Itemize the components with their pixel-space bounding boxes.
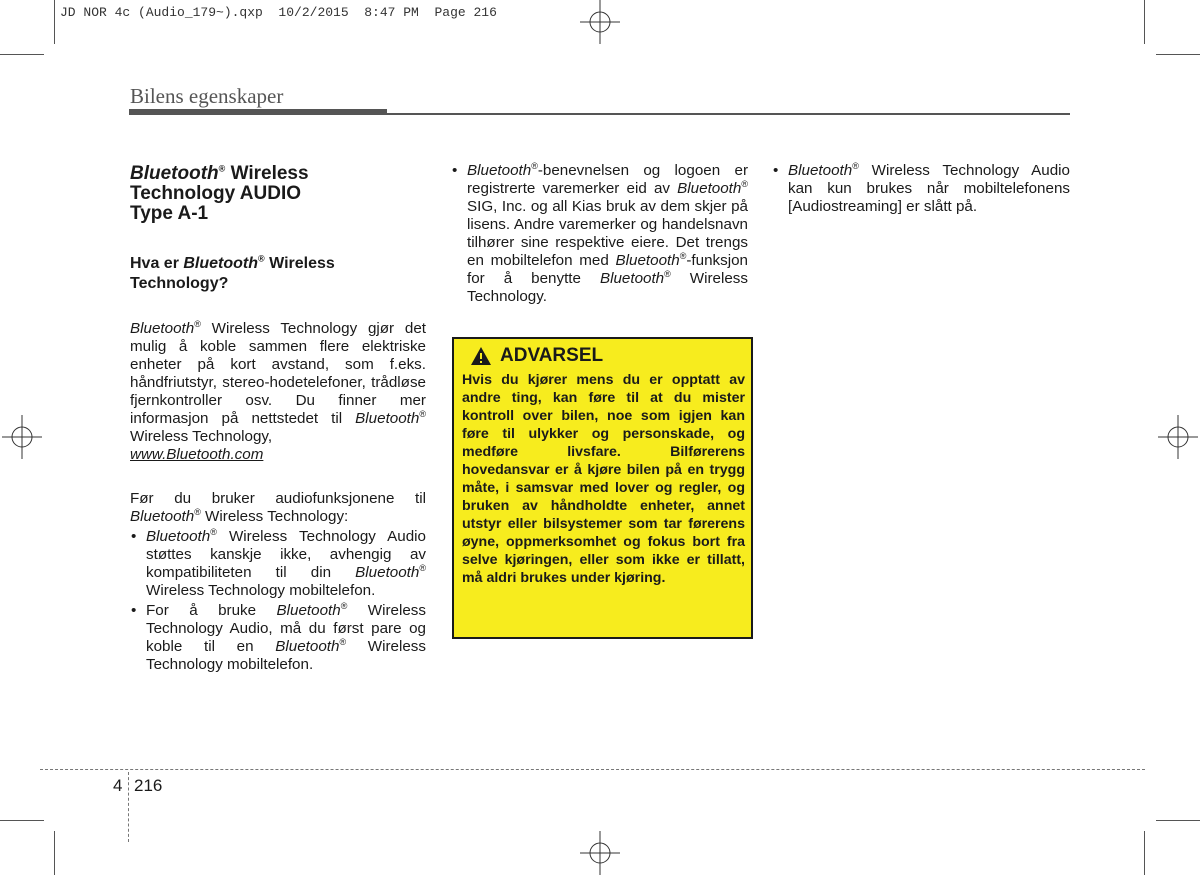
registration-mark-icon xyxy=(1156,415,1200,459)
crop-mark xyxy=(0,820,44,821)
requirements-list xyxy=(130,528,426,674)
crop-mark xyxy=(0,54,44,55)
page-number-divider xyxy=(128,772,129,842)
print-slug: JD NOR 4c (Audio_179~).qxp 10/2/2015 8:47 PM Page 216 xyxy=(60,5,497,20)
streaming-list xyxy=(772,162,1070,216)
warning-box xyxy=(452,337,753,639)
column-right xyxy=(772,162,1070,218)
before-use-paragraph: Før du bruker audiofunksjonene til Bluetooth® Wireless Technology: xyxy=(130,490,426,525)
crop-mark xyxy=(54,0,55,44)
trademark-list xyxy=(451,162,748,306)
crop-mark xyxy=(1144,0,1145,44)
chapter-number: 4 xyxy=(113,776,123,795)
warning-header xyxy=(462,345,745,367)
registration-mark-icon xyxy=(0,415,44,459)
header-rule-thin xyxy=(387,113,1070,115)
warning-triangle-icon xyxy=(470,346,492,366)
column-left xyxy=(130,164,426,676)
header-rule-thick xyxy=(129,109,387,115)
list-item: • Bluetooth®-benevnelsen og logoen er registrerte varemerker eid av Bluetooth® SIG, Inc. og all Kias bruk av dem skjer på lisens. Andre varemerker og handelsnavn tilhører sine respektive eiere. Det trengs en mobiltelefon med Bluetooth®-funksjon for å benytte Bluetooth® Wireless Technology. xyxy=(451,162,748,306)
section-title: Bluetooth® Wireless Technology AUDIO Type A-1 xyxy=(130,163,309,224)
registration-mark-icon xyxy=(578,0,622,44)
column-middle xyxy=(451,162,748,308)
footer-rule xyxy=(40,769,1145,770)
warning-title: ADVARSEL xyxy=(500,345,604,366)
page-number: 216 xyxy=(134,776,163,795)
crop-mark xyxy=(54,831,55,875)
crop-mark xyxy=(1156,820,1200,821)
crop-mark xyxy=(1156,54,1200,55)
list-item: • Bluetooth® Wireless Technology Audio støttes kanskje ikke, avhengig av kompatibiliteten til din Bluetooth® Wireless Technology mobiltelefon. xyxy=(130,528,426,600)
section-header-title: Bilens egenskaper xyxy=(130,84,284,108)
warning-text: Hvis du kjører mens du er opptatt av andre ting, kan føre til at du mister kontroll over bilen, noe som igjen kan føre til ulykker og personskade, og medføre livsfare. Bilførerens hovedansvar er å kjøre bilen på en trygg måte, i samsvar med lover og regler, og bruken av håndholdte enheter, annet utstyr eller bilsystemer som tar førerens øyne, oppmerksomhet og fokus bort fra selve kjøringen, eller som ikke er tillatt, må aldri brukes under kjøring. xyxy=(462,372,745,586)
section-subtitle: Hva er Bluetooth® Wireless Technology? xyxy=(130,253,335,292)
list-item: • Bluetooth® Wireless Technology Audio kan kun brukes når mobiltelefonens [Audiostreaming] er slått på. xyxy=(772,162,1070,216)
crop-mark xyxy=(1144,831,1145,875)
list-item: • For å bruke Bluetooth® Wireless Technology Audio, må du først pare og koble til en Bluetooth® Wireless Technology mobiltelefon. xyxy=(130,602,426,674)
registration-mark-icon xyxy=(578,831,622,875)
intro-paragraph: Bluetooth® Wireless Technology gjør det mulig å koble sammen flere elektriske enheter på kort avstand, som f.eks. håndfriutstyr, stereo-hodetelefoner, trådløse fjernkontroller osv. Du finner mer informasjon på nettstedet til Bluetooth® Wireless Technology, www.Bluetooth.com xyxy=(130,318,426,463)
bluetooth-website-link[interactable]: www.Bluetooth.com xyxy=(130,446,264,463)
